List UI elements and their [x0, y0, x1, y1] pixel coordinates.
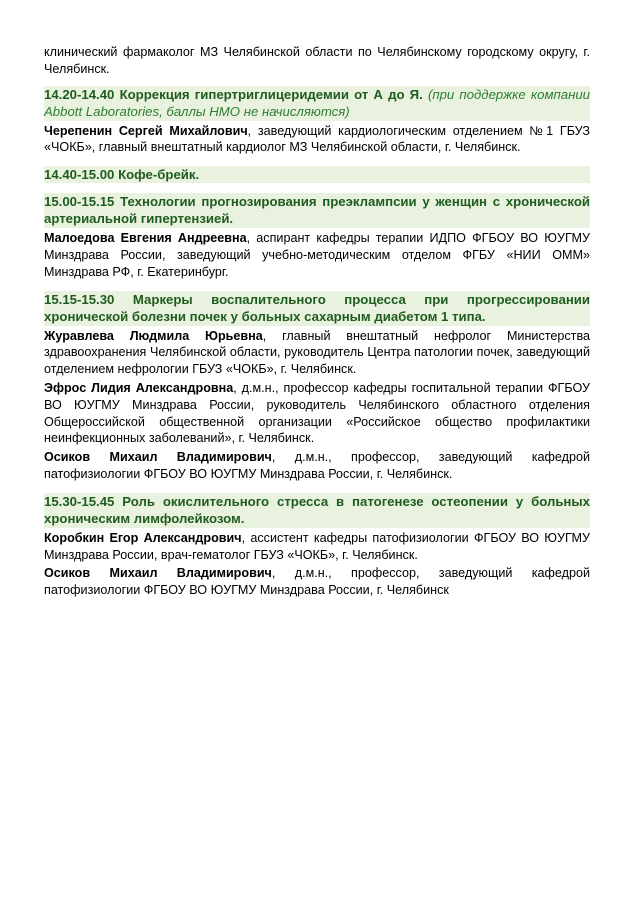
- speaker-desc: , главный внештатный нефролог Министерства здравоохранения Челябинской области, руководитель Центра патологии почек, заведующий отделением нефрологии ГБУЗ «ЧОКБ», г. Челябинск.: [44, 328, 591, 377]
- speaker-name: Черепенин Сергей Михайлович: [44, 123, 248, 138]
- speaker-entry: [44, 123, 590, 157]
- speaker-desc: , д.м.н., профессор, заведующий кафедрой патофизиологии ФГБОУ ВО ЮУГМУ Минздрава России, г. Челябинск.: [44, 450, 591, 481]
- speaker-name: Осиков Михаил Владимирович: [44, 566, 272, 581]
- speaker-desc: , ассистент кафедры патофизиологии ФГБОУ ВО ЮУГМУ Минздрава России, врач-гематолог ГБУЗ «ЧОКБ», г. Челябинск.: [44, 530, 591, 562]
- speaker-entry: [44, 449, 590, 483]
- coffee-title: Кофе-брейк.: [118, 167, 200, 183]
- session-title: [44, 291, 590, 325]
- session-block: [44, 86, 590, 121]
- speaker-name: Малоедова Евгения Андреевна: [44, 231, 247, 246]
- speaker-desc: , аспирант кафедры терапии ИДПО ФГБОУ ВО ЮУГМУ Минздрава России, заведующий учебно-методическим отделом ФГБУ «НИИ ОММ» Минздрава РФ, г. Екатеринбург.: [44, 231, 590, 279]
- speaker-name: Эфрос Лидия Александровна: [44, 380, 234, 395]
- speaker-name: Журавлева Людмила Юрьевна: [44, 328, 263, 343]
- speaker-entry: [44, 565, 590, 599]
- speaker-name: Коробкин Егор Александрович: [44, 530, 242, 545]
- program-content: [44, 44, 590, 599]
- session-title: [44, 86, 590, 120]
- speaker-entry: [44, 230, 590, 280]
- coffee-time: 14.40-15.00: [44, 167, 115, 183]
- session-title-text: Технологии прогнозирования преэклампсии у женщин с хронической артериальной гипертензией.: [44, 194, 590, 227]
- session-title-text: Роль окислительного стресса в патогенезе остеопении у больных хроническим лимфолейкозом.: [44, 493, 590, 526]
- session-title-text: Коррекция гипертриглицеридемии от А до Я.: [119, 86, 423, 102]
- speaker-entry: [44, 530, 590, 564]
- session-title: [44, 193, 590, 227]
- speaker-name: Осиков Михаил Владимирович: [44, 450, 272, 465]
- session-time: 15.00-15.15: [44, 194, 115, 210]
- session-note: (при поддержке компании Abbott Laboratories, баллы НМО не начисляются): [44, 86, 591, 119]
- session-title-text: Маркеры воспалительного процесса при прогрессировании хронической болезни почек у больных сахарным диабетом 1 типа.: [44, 291, 590, 324]
- session-time: 15.30-15.45: [44, 493, 115, 509]
- speaker-desc: , заведующий кардиологическим отделением №1 ГБУЗ «ЧОКБ», главный внештатный кардиолог МЗ Челябинской области, г. Челябинск.: [44, 123, 591, 155]
- session-block: [44, 193, 590, 228]
- session-block: [44, 291, 590, 326]
- session-title: [44, 493, 590, 527]
- session-time: 15.15-15.30: [44, 291, 115, 307]
- speaker-entry: [44, 380, 590, 447]
- speaker-entry: [44, 328, 590, 378]
- speaker-desc: , д.м.н., профессор кафедры госпитальной терапии ФГБОУ ВО ЮУГМУ Минздрава России, руководитель Челябинского областного отделения Общероссийской общественной организации «Российское общество профилактики неинфекционных заболеваний», г. Челябинск.: [44, 380, 590, 446]
- coffee-break: [44, 166, 590, 183]
- intro-text: клинический фармаколог МЗ Челябинской области по Челябинскому городскому округу, г. Челябинск.: [44, 45, 590, 76]
- session-time: 14.20-14.40: [44, 86, 115, 102]
- session-block: [44, 493, 590, 528]
- speaker-desc: , д.м.н., профессор, заведующий кафедрой патофизиологии ФГБОУ ВО ЮУГМУ Минздрава России, г. Челябинск: [44, 566, 591, 598]
